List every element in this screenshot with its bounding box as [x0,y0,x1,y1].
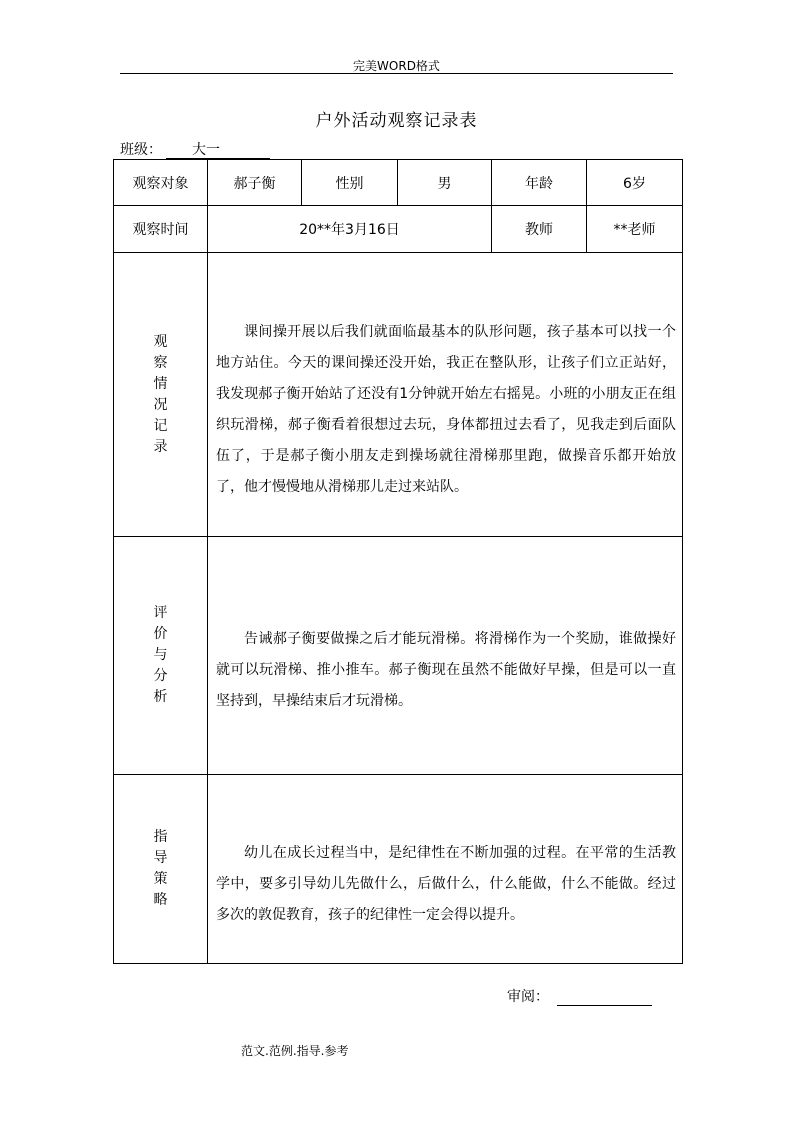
review-label: 审阅： [507,989,549,1005]
teacher-label: 教师 [492,206,587,253]
gender-value: 男 [398,160,492,206]
guidance-text: 幼儿在成长过程当中，是纪律性在不断加强的过程。在平常的生活教学中，要多引导幼儿先做什么，后做什么，什么能做，什么不能做。经过多次的敦促教育，孩子的纪律性一定会得以提升。 [216,845,676,923]
time-value: 20**年3月16日 [208,206,492,253]
subject-label: 观察对象 [114,160,208,206]
gender-label: 性别 [302,160,398,206]
class-label: 班级： [120,142,162,158]
observation-label-cell [114,253,208,537]
age-value: 6岁 [587,160,683,206]
evaluation-label-cell [114,537,208,775]
evaluation-label: 评价与分析 [153,605,168,705]
review-signature-line [557,989,652,1006]
guidance-label-cell [114,775,208,964]
observation-record-table [113,159,683,964]
class-field [120,139,270,159]
evaluation-row [114,537,683,775]
age-label: 年龄 [492,160,587,206]
page-footer: 范文.范例.指导.参考 [241,1044,349,1058]
time-label: 观察时间 [114,206,208,253]
teacher-value: **老师 [587,206,683,253]
header-divider [120,73,673,74]
observation-label: 观察情况记录 [153,333,168,455]
guidance-label: 指导策略 [153,829,168,908]
document-title: 户外活动观察记录表 [315,111,478,131]
review-field [507,986,652,1006]
observation-text: 课间操开展以后我们就面临最基本的队形问题，孩子基本可以找一个地方站住。今天的课间操还没开始，我正在整队形，让孩子们立正站好，我发现郝子衡开始站了还没有1分钟就开始左右摇晃。小班的小朋友正在组织玩滑梯，郝子衡看着很想过去玩，身体都扭过去看了，见我走到后面队伍了，于是郝子衡小朋友走到操场就往滑梯那里跑，做操音乐都开始放了，他才慢慢地从滑梯那儿走过来站队。 [216,324,676,495]
evaluation-text: 告诫郝子衡要做操之后才能玩滑梯。将滑梯作为一个奖励，谁做操好就可以玩滑梯、推小推车。郝子衡现在虽然不能做好早操，但是可以一直坚持到，早操结束后才玩滑梯。 [216,631,676,709]
table-row [114,206,683,253]
evaluation-content-cell [208,537,683,775]
observation-content-cell [208,253,683,537]
observation-row [114,253,683,537]
guidance-content-cell [208,775,683,964]
page-header: 完美WORD格式 [353,59,440,73]
subject-value: 郝子衡 [208,160,302,206]
class-value: 大一 [166,142,270,159]
guidance-row [114,775,683,964]
table-row [114,160,683,206]
